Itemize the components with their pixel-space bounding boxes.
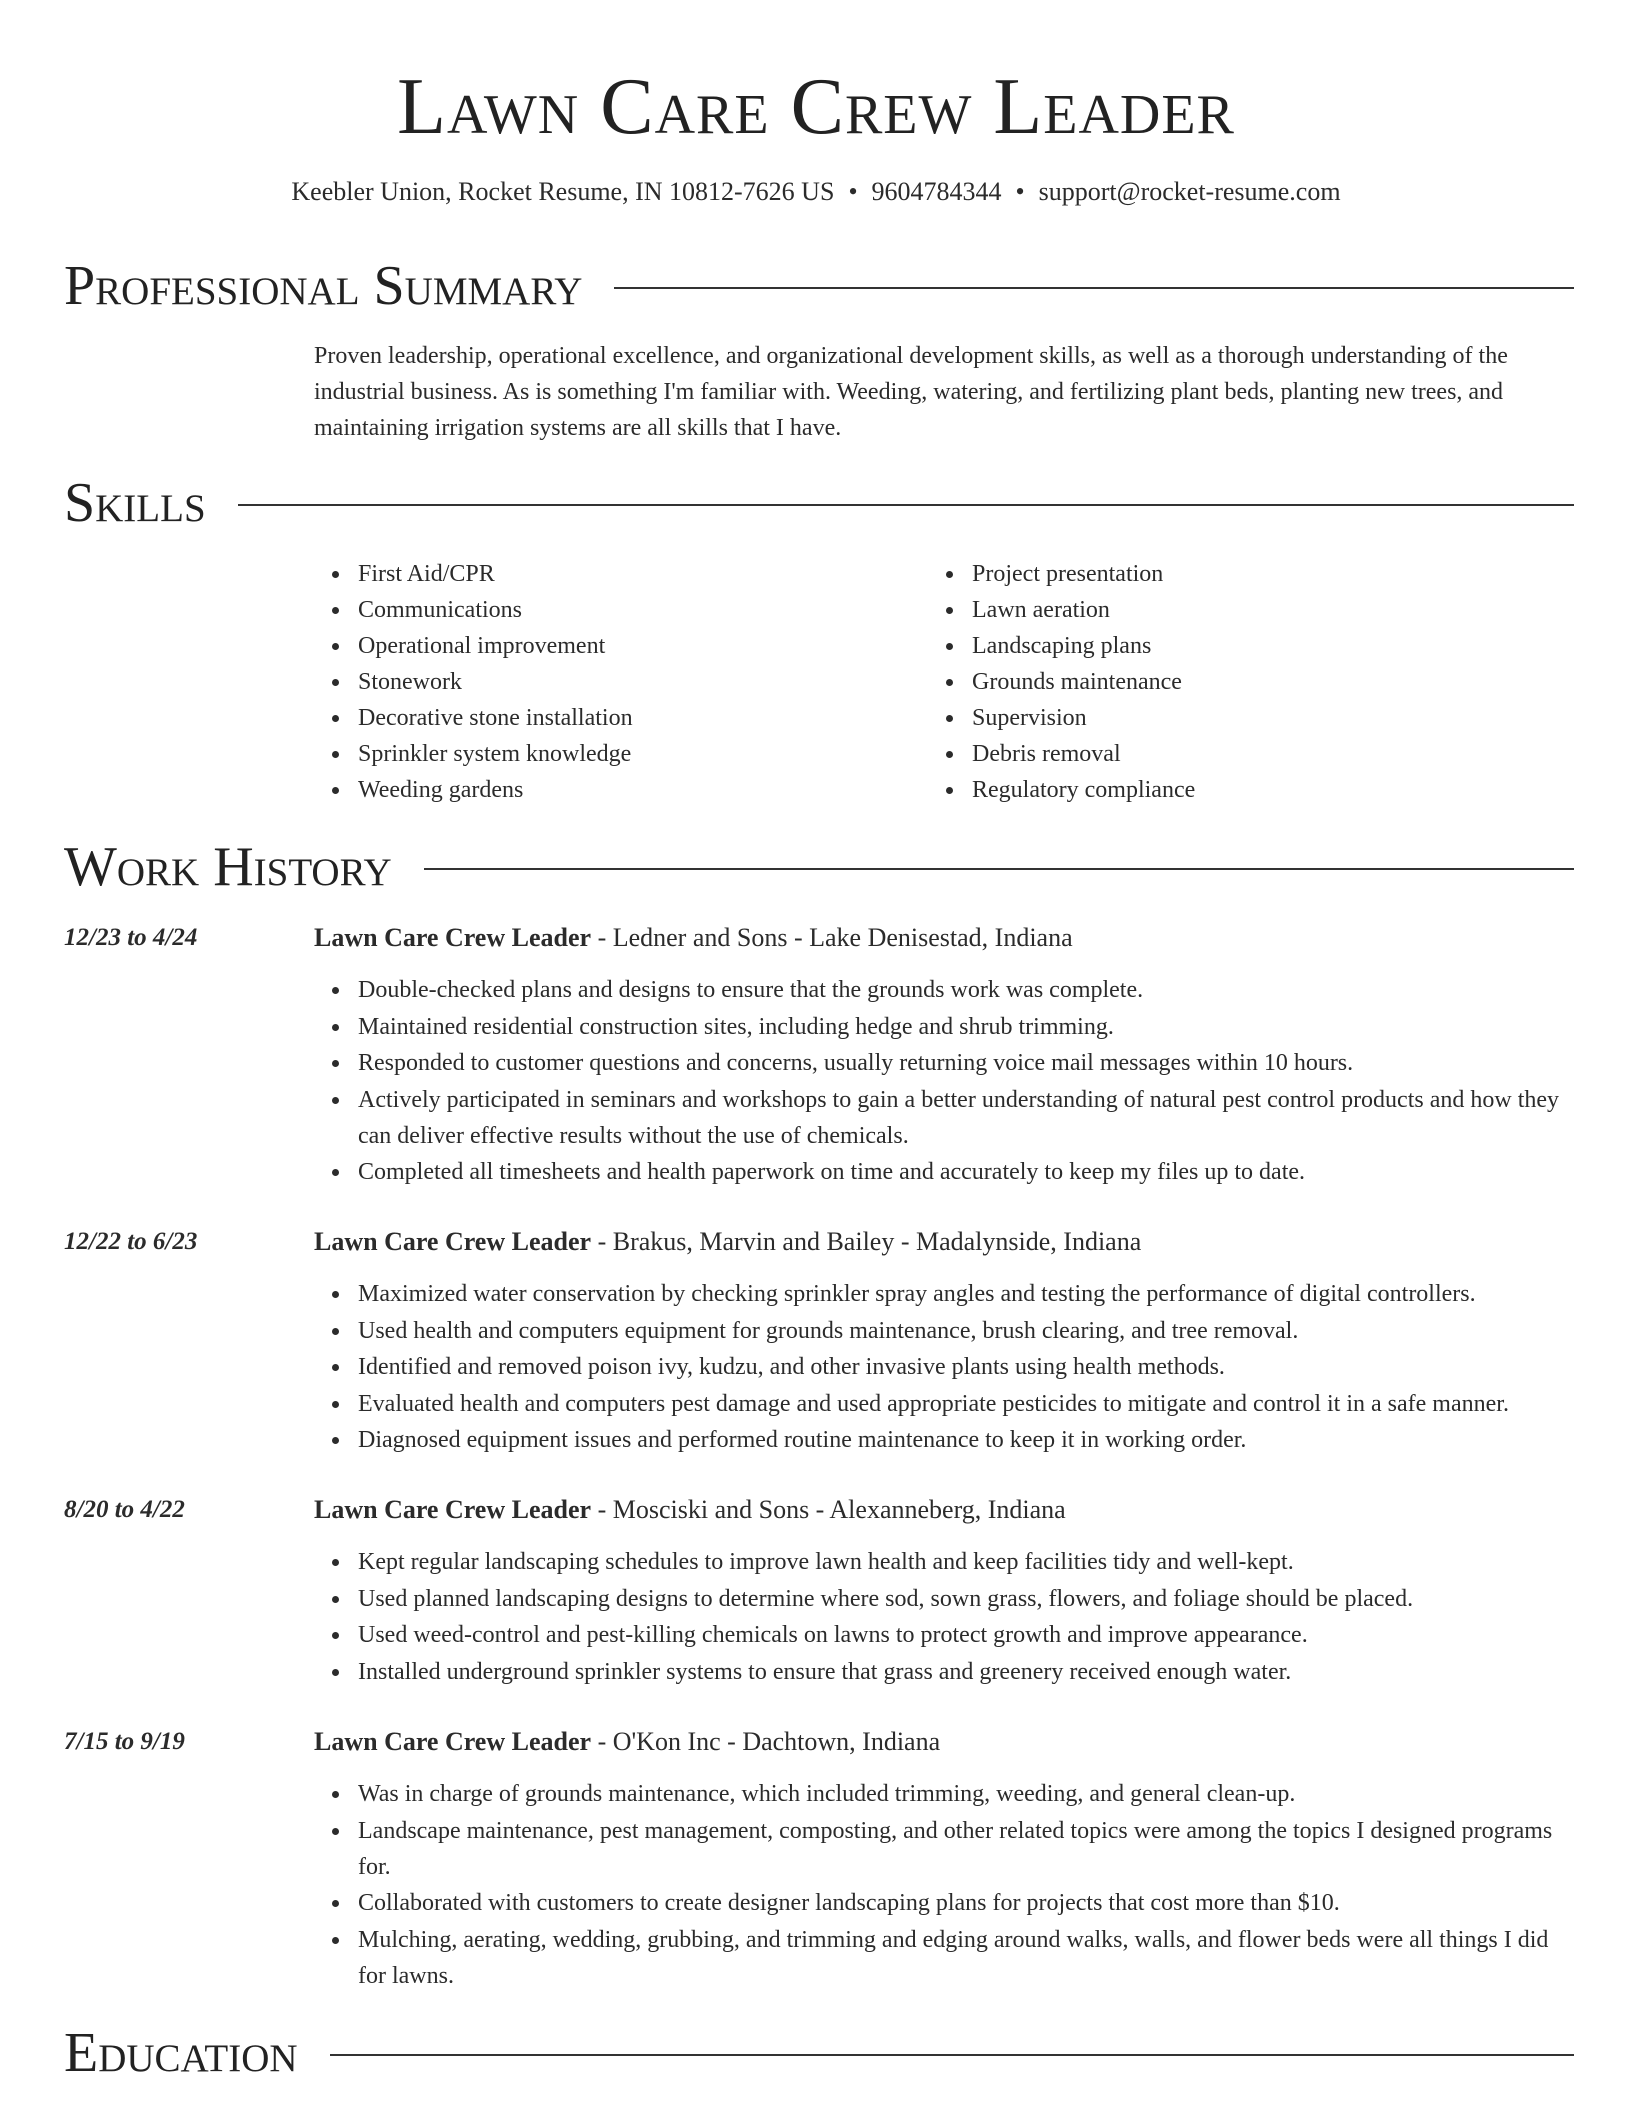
list-item-text: Used planned landscaping designs to determine where sod, sown grass, flowers, and foliage should be placed.	[358, 1585, 1414, 1612]
section-divider	[330, 2054, 1574, 2056]
job-responsibilities	[314, 972, 1576, 1191]
list-item-text: Decorative stone installation	[358, 705, 633, 731]
list-item-text: Used weed-control and pest-killing chemicals on lawns to protect growth and improve appearance.	[358, 1622, 1308, 1649]
job-heading	[314, 1724, 1576, 1760]
section-skills	[64, 470, 1574, 536]
list-item	[358, 1386, 1576, 1422]
skills-list	[314, 556, 1576, 808]
bullet-icon	[332, 1291, 339, 1298]
list-item-text: Was in charge of grounds maintenance, which included trimming, weeding, and general clean-up.	[358, 1781, 1296, 1807]
list-item	[358, 556, 930, 592]
bullet-icon	[332, 1791, 339, 1798]
list-item	[358, 1544, 1576, 1580]
contact-address: Keebler Union, Rocket Resume, IN 10812-7626 US	[291, 177, 835, 206]
section-divider	[614, 287, 1574, 289]
list-item	[358, 628, 930, 664]
job-dates: 8/20 to 4/22	[64, 1496, 185, 1523]
list-item	[358, 1654, 1576, 1690]
bullet-icon	[332, 1669, 339, 1676]
bullet-icon	[332, 715, 339, 722]
list-item-text: Evaluated health and computers pest damage and used appropriate pesticides to mitigate and control it in a safe manner.	[358, 1390, 1509, 1417]
list-item	[358, 664, 930, 700]
job-title: Lawn Care Crew Leader	[314, 1495, 592, 1524]
job-employer-location: - Brakus, Marvin and Bailey - Madalynside, Indiana	[591, 1227, 1142, 1256]
bullet-icon	[332, 643, 339, 650]
list-item-text: Identified and removed poison ivy, kudzu, and other invasive plants using health methods.	[358, 1354, 1225, 1381]
job-heading	[314, 1224, 1576, 1260]
list-item	[972, 736, 1546, 772]
list-item	[358, 1045, 1576, 1081]
list-item	[358, 700, 930, 736]
job-responsibilities	[314, 1544, 1576, 1690]
bullet-icon	[332, 751, 339, 758]
job-dates: 7/15 to 9/19	[64, 1728, 185, 1755]
job-title: Lawn Care Crew Leader	[314, 1727, 592, 1756]
job-employer-location: - Ledner and Sons - Lake Denisestad, Indiana	[591, 923, 1073, 952]
list-item-text: Maximized water conservation by checking sprinkler spray angles and testing the performance of digital controllers.	[358, 1281, 1476, 1307]
job-title: Lawn Care Crew Leader	[314, 923, 592, 952]
list-item	[358, 1922, 1576, 1994]
list-item-text: Mulching, aerating, wedding, grubbing, and trimming and edging around walks, walls, and flower beds were all things I did for lawns.	[358, 1926, 1549, 1989]
list-item-text: Supervision	[972, 705, 1087, 731]
bullet-icon	[332, 1437, 339, 1444]
section-work-history	[64, 834, 1574, 900]
job-employer-location: - O'Kon Inc - Dachtown, Indiana	[591, 1727, 941, 1756]
list-item-text: Used health and computers equipment for grounds maintenance, brush clearing, and tree removal.	[358, 1317, 1299, 1344]
list-item-text: Lawn aeration	[972, 597, 1110, 623]
list-item	[972, 628, 1546, 664]
bullet-icon	[332, 1060, 339, 1067]
list-item-text: First Aid/CPR	[358, 561, 495, 587]
list-item	[358, 1009, 1576, 1045]
list-item	[358, 1276, 1576, 1312]
bullet-icon	[332, 1559, 339, 1566]
list-item-text: Weeding gardens	[358, 777, 524, 803]
bullet-icon	[332, 1364, 339, 1371]
list-item	[972, 700, 1546, 736]
list-item	[972, 664, 1546, 700]
bullet-icon	[332, 1169, 339, 1176]
bullet-icon	[946, 715, 953, 722]
skills-column-left	[314, 556, 930, 808]
job-dates: 12/23 to 4/24	[64, 924, 198, 951]
list-item	[358, 1313, 1576, 1349]
bullet-icon	[332, 1024, 339, 1031]
section-title: Work History	[64, 836, 392, 898]
section-divider	[424, 868, 1574, 870]
list-item-text: Installed underground sprinkler systems to ensure that grass and greenery received enough water.	[358, 1658, 1292, 1685]
bullet-icon	[332, 987, 339, 994]
list-item	[972, 556, 1546, 592]
list-item	[972, 592, 1546, 628]
list-item-text: Completed all timesheets and health paperwork on time and accurately to keep my files up to date.	[358, 1159, 1306, 1186]
bullet-icon	[332, 1401, 339, 1408]
list-item	[358, 1885, 1576, 1921]
list-item	[358, 1776, 1576, 1812]
list-item	[358, 1154, 1576, 1190]
list-item	[358, 736, 930, 772]
list-item-text: Kept regular landscaping schedules to improve lawn health and keep facilities tidy and well-kept.	[358, 1549, 1294, 1575]
bullet-icon	[332, 787, 339, 794]
list-item	[358, 972, 1576, 1008]
bullet-icon	[332, 1937, 339, 1944]
section-education	[64, 2020, 1574, 2086]
list-item-text: Sprinkler system knowledge	[358, 741, 632, 767]
summary-text: Proven leadership, operational excellence, and organizational development skills, as well as a thorough understanding of the industrial business. As is something I'm familiar with. Weeding, watering, and fertilizing plant beds, planting new trees, and maintaining irrigation systems are all skills that I have.	[314, 343, 1508, 441]
list-item	[358, 772, 930, 808]
contact-line	[0, 175, 1632, 209]
bullet-icon	[332, 1097, 339, 1104]
bullet-icon	[946, 751, 953, 758]
job-title: Lawn Care Crew Leader	[314, 1227, 592, 1256]
list-item-text: Diagnosed equipment issues and performed routine maintenance to keep it in working order.	[358, 1427, 1247, 1454]
list-item	[358, 1617, 1576, 1653]
list-item-text: Double-checked plans and designs to ensure that the grounds work was complete.	[358, 977, 1144, 1003]
list-item	[358, 1813, 1576, 1885]
list-item-text: Operational improvement	[358, 633, 606, 659]
bullet-icon	[946, 643, 953, 650]
list-item-text: Landscaping plans	[972, 633, 1152, 659]
contact-email: support@rocket-resume.com	[1038, 177, 1341, 206]
section-title: Professional Summary	[64, 255, 583, 317]
list-item	[358, 1422, 1576, 1458]
list-item	[358, 1581, 1576, 1617]
list-item-text: Collaborated with customers to create designer landscaping plans for projects that cost more than $10.	[358, 1890, 1340, 1917]
job-heading	[314, 1492, 1576, 1528]
list-item	[358, 1082, 1576, 1154]
bullet-icon	[946, 571, 953, 578]
bullet-icon	[332, 1828, 339, 1835]
list-item	[972, 772, 1546, 808]
list-item-text: Maintained residential construction sites, including hedge and shrub trimming.	[358, 1013, 1114, 1040]
bullet-icon	[332, 607, 339, 614]
contact-separator: •	[1015, 177, 1025, 206]
job-dates: 12/22 to 6/23	[64, 1228, 198, 1255]
list-item	[358, 1349, 1576, 1385]
list-item-text: Responded to customer questions and concerns, usually returning voice mail messages within 10 hours.	[358, 1050, 1354, 1077]
bullet-icon	[332, 1596, 339, 1603]
job-heading	[314, 920, 1576, 956]
bullet-icon	[332, 571, 339, 578]
bullet-icon	[332, 1900, 339, 1907]
section-title: Skills	[64, 472, 206, 534]
list-item-text: Project presentation	[972, 561, 1164, 587]
bullet-icon	[946, 787, 953, 794]
section-divider	[238, 504, 1574, 506]
section-professional-summary	[64, 253, 1574, 319]
resume-name: Lawn Care Crew Leader	[397, 63, 1235, 151]
bullet-icon	[332, 1328, 339, 1335]
job-employer-location: - Mosciski and Sons - Alexanneberg, Indiana	[591, 1495, 1066, 1524]
list-item-text: Debris removal	[972, 741, 1121, 767]
list-item-text: Actively participated in seminars and workshops to gain a better understanding of natural pest control products and how they can deliver effective results without the use of chemicals.	[358, 1086, 1560, 1149]
list-item-text: Communications	[358, 597, 522, 623]
bullet-icon	[332, 679, 339, 686]
section-title: Education	[64, 2022, 298, 2084]
bullet-icon	[332, 1632, 339, 1639]
skills-column-right	[930, 556, 1546, 808]
bullet-icon	[946, 607, 953, 614]
job-responsibilities	[314, 1776, 1576, 1994]
list-item-text: Stonework	[358, 669, 462, 695]
contact-phone: 9604784344	[871, 177, 1002, 206]
list-item-text: Regulatory compliance	[972, 777, 1196, 803]
list-item	[358, 592, 930, 628]
contact-separator: •	[848, 177, 858, 206]
list-item-text: Grounds maintenance	[972, 669, 1182, 695]
bullet-icon	[946, 679, 953, 686]
job-responsibilities	[314, 1276, 1576, 1459]
list-item-text: Landscape maintenance, pest management, composting, and other related topics were among the topics I designed programs for.	[358, 1817, 1553, 1880]
